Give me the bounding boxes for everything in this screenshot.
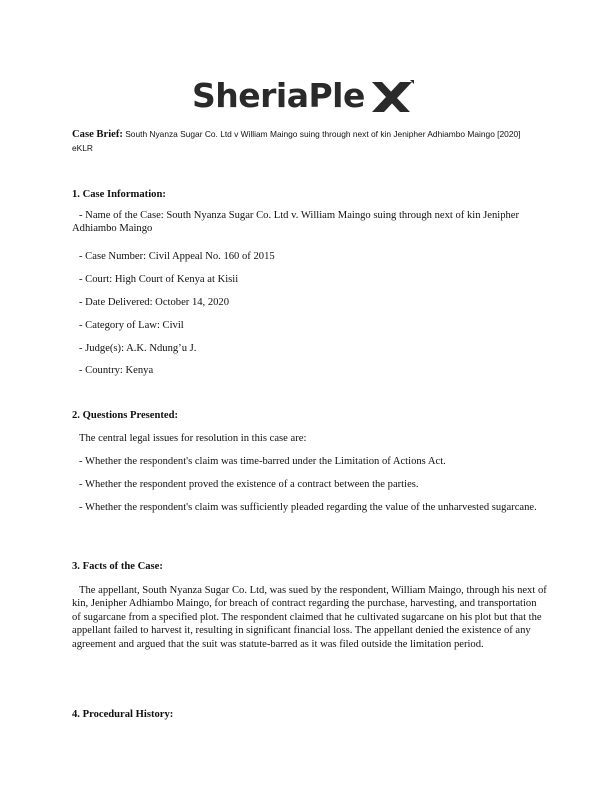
section-heading-facts: 3. Facts of the Case: xyxy=(72,561,163,572)
questions-intro: The central legal issues for resolution in this case are: xyxy=(79,433,307,444)
case-info-category: - Category of Law: Civil xyxy=(79,320,184,331)
question-item: - Whether the respondent proved the existence of a contract between the parties. xyxy=(79,479,419,490)
case-info-name: - Name of the Case: South Nyanza Sugar Co. Ltd v. William Maingo suing through next of kin Jenipher Adhiambo Maingo xyxy=(72,210,520,235)
logo-x-mark-icon xyxy=(370,80,414,114)
case-brief-label: Case Brief: xyxy=(72,129,123,140)
case-info-judges: - Judge(s): A.K. Ndung’u J. xyxy=(79,343,197,354)
logo-wordmark: SheriaPle xyxy=(192,76,365,115)
case-info-court: - Court: High Court of Kenya at Kisii xyxy=(79,274,239,285)
question-item: - Whether the respondent's claim was time-barred under the Limitation of Actions Act. xyxy=(79,456,446,467)
facts-paragraph: The appellant, South Nyanza Sugar Co. Ltd, was sued by the respondent, William Maingo, through his next of kin, Jenipher Adhiambo Maingo, for breach of contract regarding the purchase, harvesting, and transportation of sugarcane from a specified plot. The respondent claimed that he cultivated sugarcane on his plot but that the appellant failed to harvest it, resulting in significant financial loss. The appellant denied the existence of any agreement and argued that the suit was statute-barred as it was filed outside the limitation period. xyxy=(72,585,547,650)
section-heading-questions-presented: 2. Questions Presented: xyxy=(72,410,179,421)
sheriaplex-logo xyxy=(192,74,422,118)
case-info-country: - Country: Kenya xyxy=(79,365,154,376)
section-heading-procedural-history: 4. Procedural History: xyxy=(72,709,174,720)
case-brief-title xyxy=(72,128,542,154)
case-info-date: - Date Delivered: October 14, 2020 xyxy=(79,297,230,308)
question-item: - Whether the respondent's claim was sufficiently pleaded regarding the value of the unharvested sugarcane. xyxy=(79,502,537,513)
case-brief-text: South Nyanza Sugar Co. Ltd v William Maingo suing through next of kin Jenipher Adhiambo Maingo [2020] eKLR xyxy=(72,129,521,153)
case-info-number: - Case Number: Civil Appeal No. 160 of 2015 xyxy=(79,251,275,262)
section-heading-case-information: 1. Case Information: xyxy=(72,189,166,200)
